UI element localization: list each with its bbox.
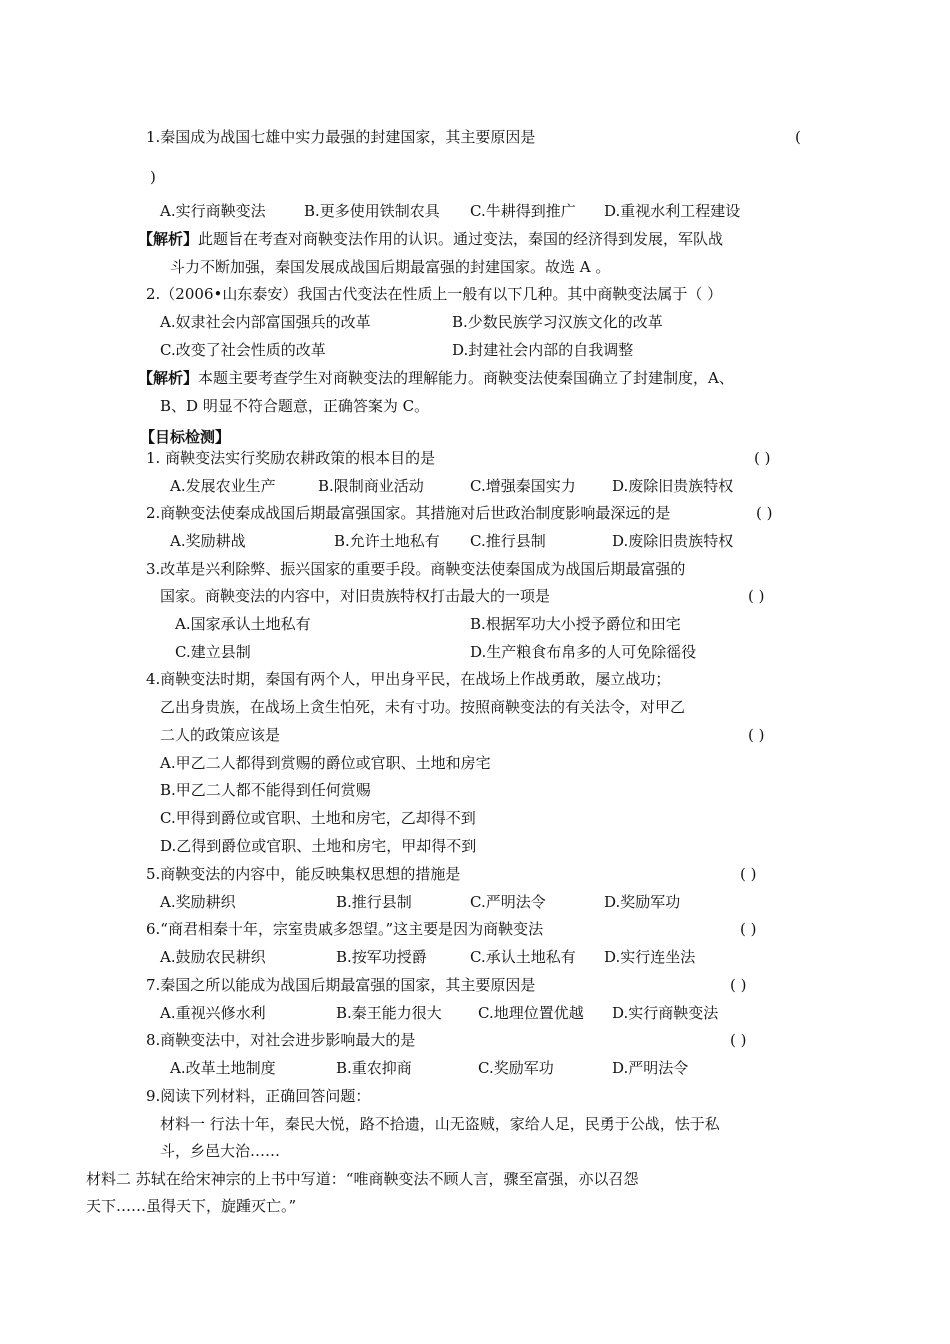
analysis-text: 此题旨在考查对商鞅变法作用的认识。通过变法，秦国的经济得到发展，军队战 [198, 230, 724, 248]
test-q4-option-a: A.甲乙二人都得到赏赐的爵位或官职、土地和房宅 [160, 754, 491, 772]
test-q4-stem-line1: 4.商鞅变法时期，秦国有两个人，甲出身平民，在战场上作战勇敢，屡立战功； [146, 670, 671, 688]
test-q2-option-b: B.允许土地私有 [334, 532, 440, 550]
test-q3-option-d: D.生产粮食布帛多的人可免除徭役 [470, 643, 697, 661]
test-q8-option-b: B.重农抑商 [336, 1059, 412, 1077]
test-q7-option-d: D.实行商鞅变法 [612, 1004, 719, 1022]
test-q5-option-d: D.奖励军功 [604, 893, 681, 911]
test-q8-stem: 8.商鞅变法中，对社会进步影响最大的是 [146, 1031, 416, 1049]
test-q4-option-d: D.乙得到爵位或官职、土地和房宅，甲却得不到 [160, 837, 477, 855]
material-2-line2: 天下……虽得天下，旋踵灭亡。” [86, 1197, 297, 1215]
test-q3-stem-line2: 国家。商鞅变法的内容中，对旧贵族特权打击最大的一项是 [160, 587, 551, 605]
practice-q2-option-a: A.奴隶社会内部富国强兵的改革 [160, 313, 371, 331]
test-q8-option-a: A.改革土地制度 [170, 1059, 276, 1077]
practice-q1-paren-close: ) [150, 168, 156, 186]
material-1-line2: 斗，乡邑大治…… [160, 1142, 281, 1160]
test-q5-option-c: C.严明法令 [470, 893, 546, 911]
practice-q1-option-d: D.重视水利工程建设 [604, 202, 741, 220]
test-q2-option-d: D.废除旧贵族特权 [612, 532, 734, 550]
test-q4-option-c: C.甲得到爵位或官职、土地和房宅，乙却得不到 [160, 809, 476, 827]
test-q8-option-c: C.奖励军功 [478, 1059, 554, 1077]
test-q1-option-d: D.废除旧贵族特权 [612, 477, 734, 495]
practice-q1-stem: 1.秦国成为战国七雄中实力最强的封建国家，其主要原因是 [146, 128, 536, 146]
test-q6-option-d: D.实行连坐法 [604, 948, 696, 966]
test-q4-stem-line3: 二人的政策应该是 [160, 726, 281, 744]
practice-q1-option-b: B.更多使用铁制农具 [304, 202, 440, 220]
practice-q2-stem: 2.（2006•山东泰安）我国古代变法在性质上一般有以下几种。其中商鞅变法属于（ ） [146, 285, 723, 303]
test-q2-option-a: A.奖励耕战 [170, 532, 246, 550]
practice-q1-analysis-line2: 斗力不断加强，秦国发展成战国后期最富强的封建国家。故选 A 。 [170, 258, 611, 276]
test-q4-option-b: B.甲乙二人都不能得到任何赏赐 [160, 781, 371, 799]
test-q3-option-a: A.国家承认土地私有 [175, 615, 311, 633]
test-q9-stem: 9.阅读下列材料，正确回答问题： [146, 1087, 371, 1105]
practice-q2-analysis [138, 368, 734, 388]
practice-q1-option-a: A.实行商鞅变法 [160, 202, 266, 220]
test-q6-paren: ( ) [740, 920, 757, 938]
test-q3-option-c: C.建立县制 [175, 643, 251, 661]
section-heading: 【目标检测】 [140, 428, 231, 446]
test-q7-option-b: B.秦王能力很大 [336, 1004, 442, 1022]
test-q7-option-c: C.地理位置优越 [478, 1004, 584, 1022]
practice-q1-paren-open: ( [795, 128, 801, 146]
test-q2-stem: 2.商鞅变法使秦成战国后期最富强国家。其措施对后世政治制度影响最深远的是 [146, 504, 671, 522]
test-q5-option-a: A.奖励耕织 [160, 893, 236, 911]
material-1-line1: 材料一 行法十年，秦民大悦，路不拾遗，山无盗贼，家给人足，民勇于公战，怯于私 [160, 1115, 720, 1133]
test-q1-option-a: A.发展农业生产 [170, 477, 276, 495]
analysis-label: 【解析】 [138, 369, 199, 387]
practice-q2-analysis-line2: B、D 明显不符合题意，正确答案为 C。 [160, 397, 430, 415]
practice-q2-option-c: C.改变了社会性质的改革 [160, 341, 326, 359]
test-q6-option-b: B.按军功授爵 [336, 948, 427, 966]
test-q6-option-a: A.鼓励农民耕织 [160, 948, 266, 966]
test-q4-stem-line2: 乙出身贵族，在战场上贪生怕死，未有寸功。按照商鞅变法的有关法令，对甲乙 [160, 698, 686, 716]
test-q6-stem: 6.“商君相秦十年，宗室贵戚多怨望。”这主要是因为商鞅变法 [146, 920, 544, 938]
test-q7-option-a: A.重视兴修水利 [160, 1004, 266, 1022]
test-q6-option-c: C.承认土地私有 [470, 948, 576, 966]
practice-q2-option-b: B.少数民族学习汉族文化的改革 [452, 313, 663, 331]
practice-q1-option-c: C.牛耕得到推广 [470, 202, 576, 220]
test-q5-stem: 5.商鞅变法的内容中，能反映集权思想的措施是 [146, 865, 461, 883]
analysis-label: 【解析】 [138, 230, 199, 248]
test-q1-stem: 1. 商鞅变法实行奖励农耕政策的根本目的是 [146, 449, 436, 467]
test-q5-option-b: B.推行县制 [336, 893, 412, 911]
test-q2-option-c: C.推行县制 [470, 532, 546, 550]
test-q3-option-b: B.根据军功大小授予爵位和田宅 [470, 615, 681, 633]
practice-q2-option-d: D.封建社会内部的自我调整 [452, 341, 634, 359]
test-q8-paren: ( ) [730, 1031, 747, 1049]
material-2-line1: 材料二 苏轼在给宋神宗的上书中写道：“唯商鞅变法不顾人言，骤至富强，亦以召怨 [86, 1170, 639, 1188]
test-q5-paren: ( ) [740, 865, 757, 883]
test-q8-option-d: D.严明法令 [612, 1059, 689, 1077]
test-q1-option-c: C.增强秦国实力 [470, 477, 576, 495]
test-q4-paren: ( ) [748, 726, 765, 744]
test-q3-paren: ( ) [748, 587, 765, 605]
test-q7-stem: 7.秦国之所以能成为战国后期最富强的国家，其主要原因是 [146, 976, 536, 994]
practice-q1-analysis [138, 229, 723, 249]
test-q7-paren: ( ) [730, 976, 747, 994]
analysis-text: 本题主要考查学生对商鞅变法的理解能力。商鞅变法使秦国确立了封建制度，A、 [198, 369, 734, 387]
test-q1-option-b: B.限制商业活动 [318, 477, 424, 495]
test-q1-paren: ( ) [754, 449, 771, 467]
test-q2-paren: ( ) [756, 504, 773, 522]
test-q3-stem-line1: 3.改革是兴利除弊、振兴国家的重要手段。商鞅变法使秦国成为战国后期最富强的 [146, 560, 686, 578]
